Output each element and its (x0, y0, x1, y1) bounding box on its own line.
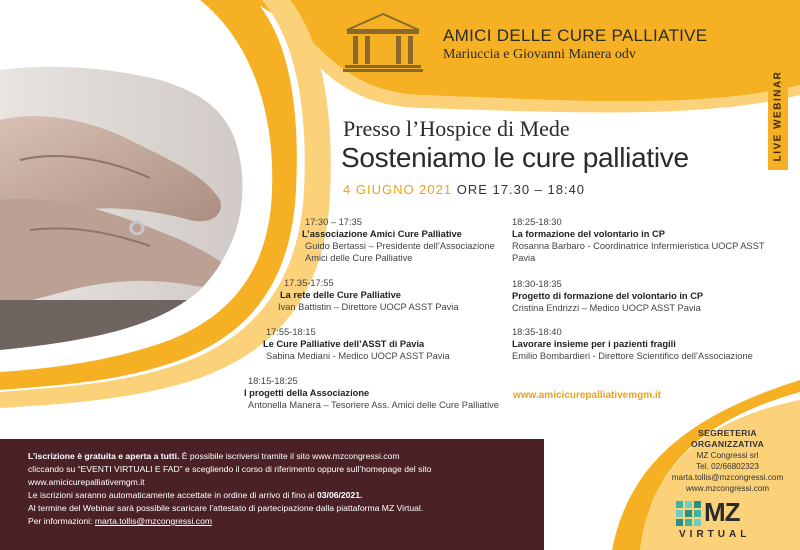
registration-site-text: È possibile iscriversi tramite il sito www.mzcongressi.com (179, 451, 400, 461)
event-date-time (343, 182, 585, 197)
mz-grid-icon (676, 501, 702, 527)
org-title: AMICI DELLE CURE PALLIATIVE (443, 26, 708, 45)
program-speaker: Sabina Mediani - Medico UOCP ASST Pavia (266, 351, 450, 361)
secretariat-company: MZ Congressi srl (696, 451, 759, 460)
program-time: 18:25-18:30 (512, 217, 562, 227)
live-webinar-badge (768, 62, 788, 170)
program-item (512, 216, 765, 264)
registration-line (28, 515, 544, 528)
program-title: I progetti della Associazione (244, 388, 370, 398)
registration-info-panel (0, 439, 544, 550)
registration-free-text: L’iscrizione è gratuita e aperta a tutti. (28, 451, 180, 461)
live-webinar-label: LIVE WEBINAR (772, 70, 784, 162)
secretariat-title: SEGRETERIA (698, 428, 757, 438)
association-logo (343, 10, 708, 80)
program-item (512, 278, 703, 314)
temple-icon (343, 12, 423, 74)
association-website-link[interactable]: www.amicicurepalliativemgm.it (513, 390, 662, 401)
program-title: La rete delle Cure Palliative (280, 290, 401, 300)
registration-line: Al termine del Webinar sarà possibile scaricare l’attestato di partecipazione dalla piattaforma MZ Virtual. (28, 503, 424, 513)
program-speaker: Emilio Bombardieri - Direttore Scientifico dell’Associazione (512, 351, 753, 361)
program-speaker: Ivan Battistin – Direttore UOCP ASST Pavia (278, 302, 459, 312)
program-title: L’associazione Amici Cure Palliative (302, 229, 462, 239)
event-main-heading: Sosteniamo le cure palliative (341, 142, 689, 173)
mz-brand-sub: VIRTUAL (679, 529, 751, 540)
program-speaker: Antonella Manera – Tesoriere Ass. Amici delle Cure Palliative (248, 400, 499, 410)
registration-line: www.amicicurepalliativemgm.it (28, 477, 145, 487)
mz-virtual-logo (676, 497, 766, 542)
registration-deadline-text: Le iscrizioni saranno automaticamente accettate in ordine di arrivo di fino al (28, 490, 317, 500)
program-title: Progetto di formazione del volontario in CP (512, 291, 704, 301)
program-speaker: Amici delle Cure Palliative (305, 253, 413, 263)
program-item (278, 277, 459, 313)
program-title: La formazione del volontario in CP (512, 229, 665, 239)
info-label: Per informazioni: (28, 516, 95, 526)
secretariat-email[interactable]: marta.tollis@mzcongressi.com (671, 473, 784, 482)
registration-line: cliccando su “EVENTI VIRTUALI E FAD” e scegliendo il corso di riferimento oppure sull’homepage del sito (28, 464, 432, 474)
registration-line (28, 450, 544, 463)
program-speaker: Pavia (512, 253, 536, 263)
secretariat-title: ORGANIZZATIVA (690, 439, 765, 449)
org-subtitle: Mariuccia e Giovanni Manera odv (443, 47, 636, 62)
program-time: 17:55-18:15 (266, 327, 316, 337)
mz-brand: MZ (704, 497, 740, 527)
program-item (263, 326, 450, 362)
event-time: ORE 17.30 – 18:40 (456, 182, 586, 197)
secretariat-website[interactable]: www.mzcongressi.com (685, 484, 770, 493)
info-email-link[interactable]: marta.tollis@mzcongressi.com (94, 516, 213, 526)
organizing-secretariat (660, 428, 795, 494)
event-location-heading: Presso l’Hospice di Mede (343, 116, 570, 141)
registration-deadline-date: 03/06/2021. (317, 490, 363, 500)
program-speaker: Rosanna Barbaro - Coordinatrice Infermieristica UOCP ASST (512, 241, 765, 251)
program-time: 18:30-18:35 (512, 279, 562, 289)
program-time: 18:35-18:40 (512, 327, 562, 337)
event-date: 4 GIUGNO 2021 (343, 182, 453, 197)
program-item (512, 326, 753, 362)
program-title: Le Cure Palliative dell’ASST di Pavia (263, 339, 425, 349)
program-time: 17:30 – 17:35 (305, 217, 362, 227)
registration-line (28, 489, 544, 502)
program-item (244, 375, 499, 411)
program-time: 18:15-18:25 (248, 376, 298, 386)
program-speaker: Guido Bertassi – Presidente dell’Associazione (305, 241, 495, 251)
program-title: Lavorare insieme per i pazienti fragili (512, 339, 676, 349)
secretariat-phone: Tel. 02/66802323 (696, 462, 759, 471)
program-item (302, 216, 495, 264)
program-speaker: Cristina Endrizzi – Medico UOCP ASST Pavia (512, 303, 701, 313)
program-time: 17.35-17:55 (284, 278, 334, 288)
